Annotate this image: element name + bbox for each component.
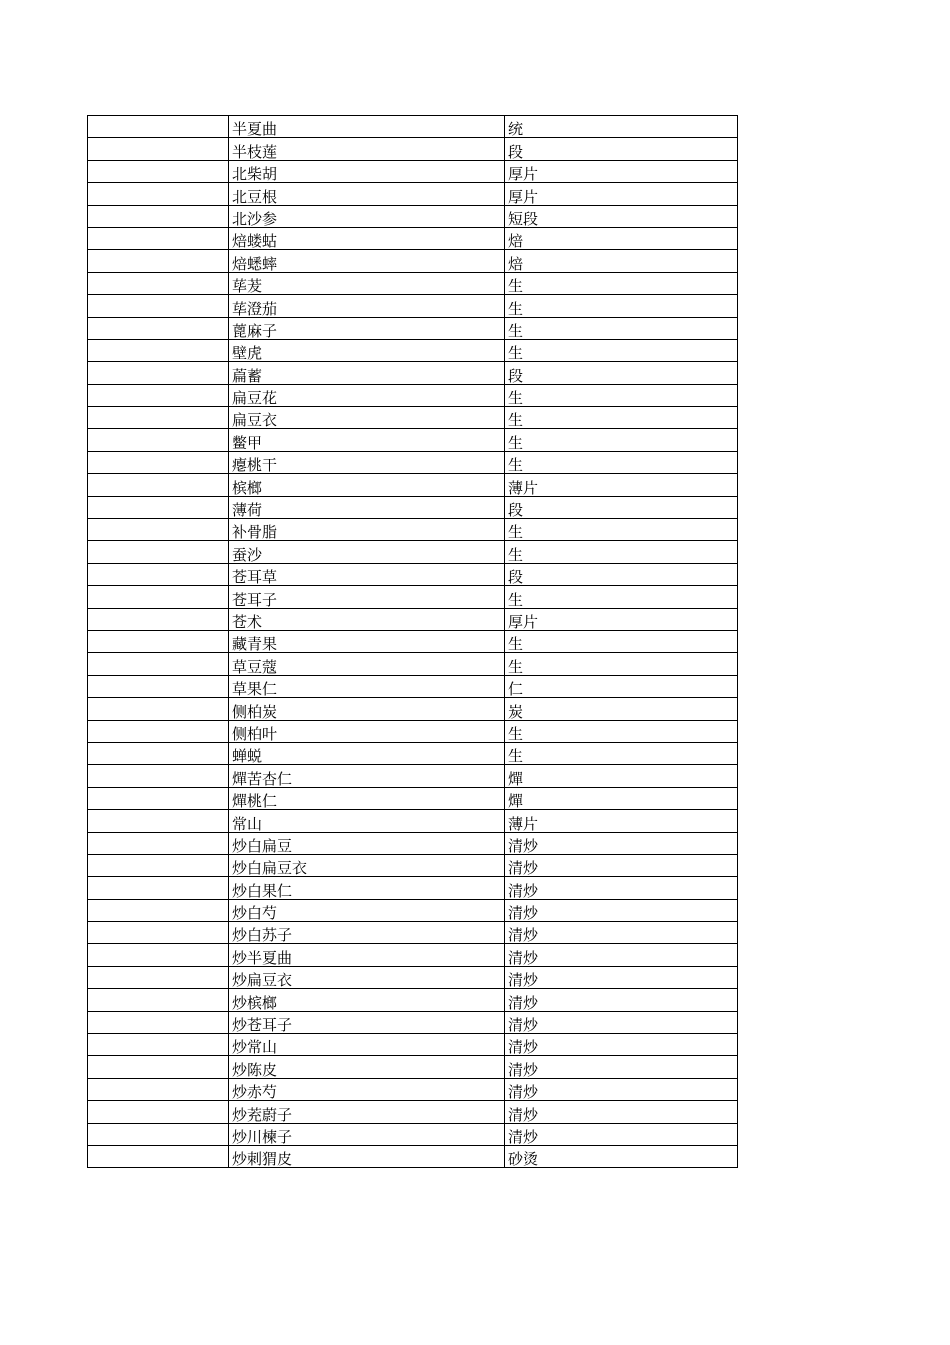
herb-name-cell[interactable]: 苍耳草 bbox=[229, 563, 505, 585]
herb-name-cell[interactable]: 炒白苏子 bbox=[229, 922, 505, 944]
processing-method-cell[interactable]: 燀 bbox=[505, 765, 738, 787]
processing-method-cell[interactable]: 厚片 bbox=[505, 183, 738, 205]
table-row bbox=[88, 474, 738, 496]
herb-name-cell[interactable]: 扁豆花 bbox=[229, 384, 505, 406]
table-row bbox=[88, 250, 738, 272]
empty-cell[interactable] bbox=[88, 1011, 229, 1033]
herb-name-cell[interactable]: 炒苍耳子 bbox=[229, 1011, 505, 1033]
processing-method-cell[interactable]: 生 bbox=[505, 295, 738, 317]
table-row bbox=[88, 810, 738, 832]
herb-name-cell[interactable]: 鳖甲 bbox=[229, 429, 505, 451]
herb-name-cell[interactable]: 炒常山 bbox=[229, 1034, 505, 1056]
herb-name-cell[interactable]: 苍耳子 bbox=[229, 586, 505, 608]
herb-name-cell[interactable]: 炒川楝子 bbox=[229, 1123, 505, 1145]
herb-name-cell[interactable]: 北柴胡 bbox=[229, 160, 505, 182]
processing-method-cell[interactable]: 生 bbox=[505, 653, 738, 675]
empty-cell[interactable] bbox=[88, 922, 229, 944]
herb-name-cell[interactable]: 草豆蔻 bbox=[229, 653, 505, 675]
herb-name-cell[interactable]: 侧柏叶 bbox=[229, 720, 505, 742]
herb-name-cell[interactable]: 蚕沙 bbox=[229, 541, 505, 563]
herb-name-cell[interactable]: 蝉蜕 bbox=[229, 742, 505, 764]
herb-name-cell[interactable]: 炒扁豆衣 bbox=[229, 966, 505, 988]
herb-name-cell[interactable]: 槟榔 bbox=[229, 474, 505, 496]
processing-method-cell[interactable]: 生 bbox=[505, 720, 738, 742]
table-row bbox=[88, 1078, 738, 1100]
processing-method-cell[interactable]: 薄片 bbox=[505, 474, 738, 496]
herb-name-cell[interactable]: 荜澄茄 bbox=[229, 295, 505, 317]
processing-method-cell[interactable]: 清炒 bbox=[505, 1056, 738, 1078]
table-row bbox=[88, 205, 738, 227]
table-row bbox=[88, 1056, 738, 1078]
herb-name-cell[interactable]: 萹蓄 bbox=[229, 362, 505, 384]
table-row bbox=[88, 272, 738, 294]
empty-cell[interactable] bbox=[88, 384, 229, 406]
herb-name-cell[interactable]: 半夏曲 bbox=[229, 116, 505, 138]
herb-name-cell[interactable]: 炒槟榔 bbox=[229, 989, 505, 1011]
herb-name-cell[interactable]: 壁虎 bbox=[229, 339, 505, 361]
table-row bbox=[88, 183, 738, 205]
herb-name-cell[interactable]: 炒赤芍 bbox=[229, 1078, 505, 1100]
empty-cell[interactable] bbox=[88, 116, 229, 138]
empty-cell[interactable] bbox=[88, 1123, 229, 1145]
table-row bbox=[88, 563, 738, 585]
table-row bbox=[88, 966, 738, 988]
table-row bbox=[88, 541, 738, 563]
herb-name-cell[interactable]: 补骨脂 bbox=[229, 519, 505, 541]
table-row bbox=[88, 899, 738, 921]
processing-method-cell[interactable]: 清炒 bbox=[505, 877, 738, 899]
processing-method-cell[interactable]: 生 bbox=[505, 451, 738, 473]
table-row bbox=[88, 1101, 738, 1123]
empty-cell[interactable] bbox=[88, 698, 229, 720]
processing-method-cell[interactable]: 生 bbox=[505, 586, 738, 608]
processing-method-cell[interactable]: 段 bbox=[505, 138, 738, 160]
empty-cell[interactable] bbox=[88, 227, 229, 249]
empty-cell[interactable] bbox=[88, 362, 229, 384]
empty-cell[interactable] bbox=[88, 429, 229, 451]
herb-name-cell[interactable]: 常山 bbox=[229, 810, 505, 832]
table-row bbox=[88, 160, 738, 182]
processing-method-cell[interactable]: 清炒 bbox=[505, 944, 738, 966]
herb-name-cell[interactable]: 炒白果仁 bbox=[229, 877, 505, 899]
empty-cell[interactable] bbox=[88, 519, 229, 541]
empty-cell[interactable] bbox=[88, 765, 229, 787]
empty-cell[interactable] bbox=[88, 339, 229, 361]
table-row bbox=[88, 317, 738, 339]
processing-method-cell[interactable]: 生 bbox=[505, 272, 738, 294]
herb-name-cell[interactable]: 炒刺猬皮 bbox=[229, 1145, 505, 1167]
herb-name-cell[interactable]: 草果仁 bbox=[229, 675, 505, 697]
processing-method-cell[interactable]: 焙 bbox=[505, 227, 738, 249]
herb-name-cell[interactable]: 炒白芍 bbox=[229, 899, 505, 921]
table-row bbox=[88, 765, 738, 787]
table-row bbox=[88, 698, 738, 720]
empty-cell[interactable] bbox=[88, 720, 229, 742]
processing-method-cell[interactable]: 厚片 bbox=[505, 160, 738, 182]
herb-name-cell[interactable]: 燀桃仁 bbox=[229, 787, 505, 809]
processing-method-cell[interactable]: 生 bbox=[505, 384, 738, 406]
empty-cell[interactable] bbox=[88, 586, 229, 608]
empty-cell[interactable] bbox=[88, 272, 229, 294]
empty-cell[interactable] bbox=[88, 250, 229, 272]
processing-method-cell[interactable]: 清炒 bbox=[505, 1034, 738, 1056]
processing-method-cell[interactable]: 统 bbox=[505, 116, 738, 138]
herb-name-cell[interactable]: 苍术 bbox=[229, 608, 505, 630]
herb-name-cell[interactable]: 半枝莲 bbox=[229, 138, 505, 160]
table-row bbox=[88, 1034, 738, 1056]
processing-method-cell[interactable]: 段 bbox=[505, 362, 738, 384]
table-row bbox=[88, 854, 738, 876]
processing-method-cell[interactable]: 清炒 bbox=[505, 1011, 738, 1033]
table-row bbox=[88, 720, 738, 742]
empty-cell[interactable] bbox=[88, 675, 229, 697]
table-row bbox=[88, 116, 738, 138]
processing-method-cell[interactable]: 生 bbox=[505, 541, 738, 563]
table-row bbox=[88, 429, 738, 451]
processing-method-cell[interactable]: 生 bbox=[505, 519, 738, 541]
herb-name-cell[interactable]: 炒陈皮 bbox=[229, 1056, 505, 1078]
empty-cell[interactable] bbox=[88, 563, 229, 585]
processing-method-cell[interactable]: 生 bbox=[505, 630, 738, 652]
table-row bbox=[88, 630, 738, 652]
processing-method-cell[interactable]: 清炒 bbox=[505, 966, 738, 988]
table-row bbox=[88, 138, 738, 160]
herb-name-cell[interactable]: 藏青果 bbox=[229, 630, 505, 652]
herb-name-cell[interactable]: 焙蝼蛄 bbox=[229, 227, 505, 249]
processing-method-cell[interactable]: 清炒 bbox=[505, 1078, 738, 1100]
empty-cell[interactable] bbox=[88, 160, 229, 182]
empty-cell[interactable] bbox=[88, 1101, 229, 1123]
processing-method-cell[interactable]: 厚片 bbox=[505, 608, 738, 630]
herb-name-cell[interactable]: 炒半夏曲 bbox=[229, 944, 505, 966]
processing-method-cell[interactable]: 炭 bbox=[505, 698, 738, 720]
processing-method-cell[interactable]: 段 bbox=[505, 563, 738, 585]
table-row bbox=[88, 519, 738, 541]
table-row bbox=[88, 339, 738, 361]
empty-cell[interactable] bbox=[88, 1034, 229, 1056]
empty-cell[interactable] bbox=[88, 1056, 229, 1078]
table-row bbox=[88, 496, 738, 518]
processing-method-cell[interactable]: 清炒 bbox=[505, 989, 738, 1011]
processing-method-cell[interactable]: 清炒 bbox=[505, 832, 738, 854]
processing-method-cell[interactable]: 清炒 bbox=[505, 1123, 738, 1145]
empty-cell[interactable] bbox=[88, 832, 229, 854]
empty-cell[interactable] bbox=[88, 653, 229, 675]
table-row bbox=[88, 586, 738, 608]
empty-cell[interactable] bbox=[88, 205, 229, 227]
herb-name-cell[interactable]: 荜茇 bbox=[229, 272, 505, 294]
processing-method-cell[interactable]: 清炒 bbox=[505, 922, 738, 944]
processing-method-cell[interactable]: 生 bbox=[505, 407, 738, 429]
processing-method-cell[interactable]: 薄片 bbox=[505, 810, 738, 832]
herb-name-cell[interactable]: 薄荷 bbox=[229, 496, 505, 518]
herb-table-body bbox=[88, 116, 738, 1168]
table-row bbox=[88, 922, 738, 944]
herb-name-cell[interactable]: 北沙参 bbox=[229, 205, 505, 227]
processing-method-cell[interactable]: 生 bbox=[505, 339, 738, 361]
table-row bbox=[88, 1123, 738, 1145]
herb-name-cell[interactable]: 燀苦杏仁 bbox=[229, 765, 505, 787]
herb-name-cell[interactable]: 蓖麻子 bbox=[229, 317, 505, 339]
empty-cell[interactable] bbox=[88, 944, 229, 966]
empty-cell[interactable] bbox=[88, 877, 229, 899]
table-row bbox=[88, 608, 738, 630]
empty-cell[interactable] bbox=[88, 787, 229, 809]
table-row bbox=[88, 653, 738, 675]
processing-method-cell[interactable]: 生 bbox=[505, 317, 738, 339]
processing-method-cell[interactable]: 生 bbox=[505, 429, 738, 451]
processing-method-cell[interactable]: 生 bbox=[505, 742, 738, 764]
table-row bbox=[88, 877, 738, 899]
herb-name-cell[interactable]: 炒茺蔚子 bbox=[229, 1101, 505, 1123]
table-row bbox=[88, 787, 738, 809]
herb-name-cell[interactable]: 扁豆衣 bbox=[229, 407, 505, 429]
empty-cell[interactable] bbox=[88, 989, 229, 1011]
table-row bbox=[88, 384, 738, 406]
empty-cell[interactable] bbox=[88, 474, 229, 496]
empty-cell[interactable] bbox=[88, 810, 229, 832]
empty-cell[interactable] bbox=[88, 899, 229, 921]
processing-method-cell[interactable]: 短段 bbox=[505, 205, 738, 227]
processing-method-cell[interactable]: 燀 bbox=[505, 787, 738, 809]
table-row bbox=[88, 742, 738, 764]
processing-method-cell[interactable]: 砂烫 bbox=[505, 1145, 738, 1167]
empty-cell[interactable] bbox=[88, 854, 229, 876]
empty-cell[interactable] bbox=[88, 1145, 229, 1167]
table-row bbox=[88, 944, 738, 966]
empty-cell[interactable] bbox=[88, 966, 229, 988]
empty-cell[interactable] bbox=[88, 451, 229, 473]
spreadsheet bbox=[87, 115, 738, 1168]
empty-cell[interactable] bbox=[88, 1078, 229, 1100]
processing-method-cell[interactable]: 清炒 bbox=[505, 1101, 738, 1123]
table-row bbox=[88, 295, 738, 317]
processing-method-cell[interactable]: 仁 bbox=[505, 675, 738, 697]
processing-method-cell[interactable]: 焙 bbox=[505, 250, 738, 272]
empty-cell[interactable] bbox=[88, 295, 229, 317]
processing-method-cell[interactable]: 段 bbox=[505, 496, 738, 518]
empty-cell[interactable] bbox=[88, 496, 229, 518]
herb-name-cell[interactable]: 炒白扁豆衣 bbox=[229, 854, 505, 876]
herb-table bbox=[87, 115, 738, 1168]
herb-name-cell[interactable]: 炒白扁豆 bbox=[229, 832, 505, 854]
herb-name-cell[interactable]: 侧柏炭 bbox=[229, 698, 505, 720]
empty-cell[interactable] bbox=[88, 317, 229, 339]
table-row bbox=[88, 675, 738, 697]
table-row bbox=[88, 1145, 738, 1167]
empty-cell[interactable] bbox=[88, 183, 229, 205]
herb-name-cell[interactable]: 瘪桃干 bbox=[229, 451, 505, 473]
table-row bbox=[88, 832, 738, 854]
empty-cell[interactable] bbox=[88, 608, 229, 630]
herb-name-cell[interactable]: 焙蟋蟀 bbox=[229, 250, 505, 272]
empty-cell[interactable] bbox=[88, 742, 229, 764]
table-row bbox=[88, 362, 738, 384]
table-row bbox=[88, 407, 738, 429]
table-row bbox=[88, 451, 738, 473]
empty-cell[interactable] bbox=[88, 138, 229, 160]
table-row bbox=[88, 1011, 738, 1033]
empty-cell[interactable] bbox=[88, 541, 229, 563]
processing-method-cell[interactable]: 清炒 bbox=[505, 899, 738, 921]
table-row bbox=[88, 989, 738, 1011]
processing-method-cell[interactable]: 清炒 bbox=[505, 854, 738, 876]
empty-cell[interactable] bbox=[88, 630, 229, 652]
herb-name-cell[interactable]: 北豆根 bbox=[229, 183, 505, 205]
empty-cell[interactable] bbox=[88, 407, 229, 429]
table-row bbox=[88, 227, 738, 249]
